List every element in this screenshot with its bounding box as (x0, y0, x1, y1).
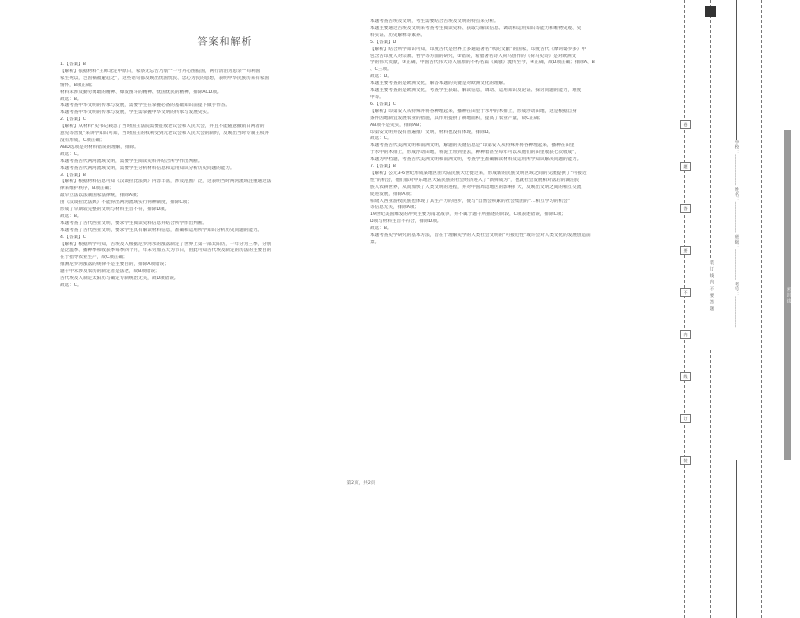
left-column-line: 本题考查了古代西亚文明，要求学生具有解读材料信息，准确和运用所学知识分析历史问题的能力。 (60, 227, 263, 233)
binding-chip: 装 (680, 456, 691, 465)
right-column-line: 6.【答案】C (370, 101, 396, 107)
right-column-line: 本题为中档题，考查古代美洲文明和南洲文明，考查学生准确解读材料及运用所学知识解决问题的能力。 (370, 157, 582, 163)
right-column-line: 故选：D。 (370, 74, 392, 80)
right-column-line: 本题主要考查的是欧洲文化，解答本题的关键是对欧洲文化的理解。 (370, 81, 508, 87)
left-column-line: 意见等害复”来讲学知识可知，当时国王的权利受到元老议会和人民大会的制约，反映出当时专制王权并 (60, 131, 270, 137)
right-column-line: 景。 (370, 240, 380, 245)
page-footer: 第2页，共2页 (346, 481, 376, 486)
left-column-line: 本题考查中华文明的传承与发展，学生需掌握中华文明的传承与发展史实。 (60, 110, 212, 116)
right-column-line: 、C三项。 (370, 67, 392, 73)
binding-separator-label: 装 订 线 内 不 要 答 题 (708, 260, 714, 350)
left-column-line: 4.【答案】C (60, 234, 86, 240)
right-column-line: 5.【答案】D (370, 39, 397, 45)
binding-mark-square (705, 6, 716, 17)
right-column-line: 本题考查古埃及文明，考生需要结合古埃及文明的特点来分析。 (370, 19, 499, 24)
right-column-line: 于水中的木排上，形成浮动田地，将泥土带到里去，种种着甚至每年可以从他们的田里收获七次收成”， (370, 150, 580, 156)
left-column-line: 是泛滥季、播种季和收获季每季四个月，年末另加五天为节日，由此可知古代埃及制定的历法的主要目的 (60, 248, 272, 254)
left-column-line: 【解析】根据所学可知，古埃及人根据尼罗河水的涨落制定了世界上第一部太阳历，一年分为三季，分别 (60, 241, 272, 247)
right-column-line: 故选：C。 (370, 136, 392, 142)
right-column-line: 7.【答案】B (370, 164, 396, 170)
student-info-fields: 学校：____________ 姓名：____________ 班级：____________ 考号：____________ (733, 140, 739, 460)
page-title: 答案和解析 (197, 37, 253, 48)
left-column-line: 3.【答案】B (60, 172, 86, 178)
left-column-line: 律来维护秩序，B项正确； (60, 186, 114, 192)
right-column-line: 学的伟大贡献，③正确，中国古代伟大诗人屈原的不朽名篇《离骚》流传至今，④正确，故D项正确；排除A、B (370, 60, 595, 66)
right-column-line: 促进发展，排除A项； (370, 191, 415, 197)
right-column-line: 印第安文明并没有普遍推广文明，材料也没有体现，排除D。 (370, 129, 493, 135)
binding-chip: 订 (680, 414, 691, 423)
right-column-line: 料实证、历史解释等素养。 (370, 32, 426, 38)
left-column-line: 故选：C。 (60, 283, 82, 288)
left-column-line: 【解析】从材料“史书记载忽了当时国王法院需要征收老议会和人民大会，并且不能随意撤销日两者的 (60, 124, 265, 130)
right-column-line: 本题主要通过古埃及文明来考查考生阅读史料、获取与解读信息、调动和运用知识等能力和唯物史观、史 (370, 25, 582, 31)
binding-chip: 题 (680, 162, 691, 171)
binding-chip: 内 (680, 330, 691, 339)
left-column-line: 题干中未涉及农历的制定者是法老，故B项错误； (60, 269, 160, 275)
binding-chip: 卷 (680, 120, 691, 129)
left-column-line: 形成了早期较完整的文明与材料主旨不符，排除D项。 (60, 207, 170, 213)
left-column-line: 在于指导农业生产，故C项正确； (60, 255, 128, 261)
right-column-line: 条件因地制宜发展农业的措施，其作用提供了耕地面积，提高了农业产量，故C正确； (370, 115, 544, 121)
right-column-line: 本题主要考查的是欧洲文化，考查学生获取、解读信息，调动、运用知识及论证、探讨问题的能力，难度 (370, 88, 582, 94)
left-column-line: 本题考查中华文明的传承与发展，需要学生在掌握必备的基础知识前提下做手作答。 (60, 103, 230, 109)
left-column (60, 62, 360, 290)
seal-bar: 密 封 线 (784, 130, 791, 460)
left-column-line: 本题考查古代两河流域文明，需要学生分析材料信息和运用知识分析历史问题的能力。 (60, 165, 235, 171)
right-column-line: 故选：B。 (370, 226, 392, 232)
binding-chip: 线 (680, 372, 691, 381)
left-column-line: 故选：B。 (60, 213, 82, 219)
right-column-line: 包含古印度人对宗教、哲学等方面的研究，②错误，希腊著名诗人荷马创作的《荷马史诗》是对欧洲文 (370, 53, 577, 59)
left-column-line: 古代埃及人制定太阳历与确定专制统治无关，故D项错误。 (60, 276, 179, 282)
left-column-line: 1.【答案】B (60, 62, 86, 67)
right-column-line: 性”的机会，他们都对中东地区大陆民族的社会经济进入了“新鲜成为”，也就社会发展相对落后的湖泊民 (370, 177, 580, 183)
left-column-line: 没有形成，C项正确； (60, 137, 105, 143)
left-column-line: 故选：C。 (60, 151, 82, 157)
left-column-line: 本题考查了古代西亚文明，要求学生阅读史料信息并结合所学作出判断。 (60, 220, 208, 226)
right-column-line: 【解析】公元3-6世纪形成某地区由大陆民族大迁徙过来，形成新的民族文明区域之间的交流提供了“可接近 (370, 170, 587, 176)
left-column-line: 故选：B。 (60, 96, 82, 102)
right-column-line: 本题考查史学研究的基本方法，旨在于理解史学的人类社会文明的“可接近性”或许会对人类文化的发展创造前 (370, 233, 591, 239)
binding-dashed-line-inner (761, 0, 762, 618)
left-column-line: 最早立法以法制国家法律统，排除A项； (60, 193, 142, 199)
right-column-line: 中等。 (370, 94, 384, 100)
right-column-line: AB项不是史实，排除AB； (370, 122, 424, 128)
left-column-line: 本题考查古代两河流域文明，需要学生阅读史料并结合所学作出判断。 (60, 158, 203, 164)
left-column-line: ABD选项是对材料错误的理解，排除。 (60, 144, 139, 150)
left-column-line: 由《汉谟拉比法典》不能得出两河流域实行何种制度，排除C项； (60, 200, 192, 206)
right-column-line: D项与材料主旨不符合，排除D项。 (370, 219, 442, 225)
left-column-line: 【解析】依据材料“王师北定中原日，家祭无忘告乃翁”“一寸丹心图报国，两行清泪为思亲”“苟利国 (60, 68, 261, 74)
right-column-line: 柏琉人西亚游牧民族也体现了其生产力的进步，使与“自然会积累的社会集团的”…相互学习的机会” (370, 198, 571, 204)
binding-chip: 要 (680, 246, 691, 255)
right-column-line: 等信息无关，排除A项； (370, 205, 420, 211)
right-column-line: 19世纪美国爆发的冲突主要为南北战争，并不属于题干所描述的阶段，C项表述错误，排除C项； (370, 212, 567, 218)
left-column-line: 情怀，B项正确； (60, 82, 96, 88)
binding-chip: 不 (680, 288, 691, 297)
binding-dashed-line-outer (684, 0, 685, 618)
left-column-line: 【解析】根据材料信息可知《汉谟拉比法典》内容丰富，涉及范围广泛，这表明当时两河流域注重通过法 (60, 179, 272, 185)
left-column-line: 推测尼罗河涨落的规律不是主要目的，排除A项错误； (60, 262, 169, 268)
right-column-line: 族人农耕世界，从而加快了人类文明的进程，并对中国周边地区的影响扩大，反映出文明之间的相互交流 (370, 184, 582, 190)
right-column-line: 【解析】印第安人从特殊并将谷种埋起来，播种在田里于水中的木排上，形成浮动田地，这是根据自身 (370, 108, 577, 114)
left-column-line: 材料未涉及勤劳勇敢的精神、爆发图斗的精神、忧国忧民的精神，排除ACD项。 (60, 89, 222, 95)
right-column-line: 本题考查古代美洲文明和南洲文明，解题的关键信息是“印第安人从特殊并将谷种埋起来，播种在田里 (370, 143, 575, 149)
left-column-line: 2.【答案】C (60, 117, 86, 123)
binding-chip: 答 (680, 204, 691, 213)
right-column (370, 19, 670, 247)
right-column-line: 【解析】结合所学知识可知，印度古代是世界上多通道著名“吠陀文献”的国家，印度古代《摩诃婆罗多》中 (370, 46, 587, 52)
left-column-line: 家生死以，岂因祸福避趋之”，这些语句都反映出忧国忧民、忠心为民的思想，表明中华民族历来有家国 (60, 75, 270, 81)
binding-strip (676, 0, 800, 618)
